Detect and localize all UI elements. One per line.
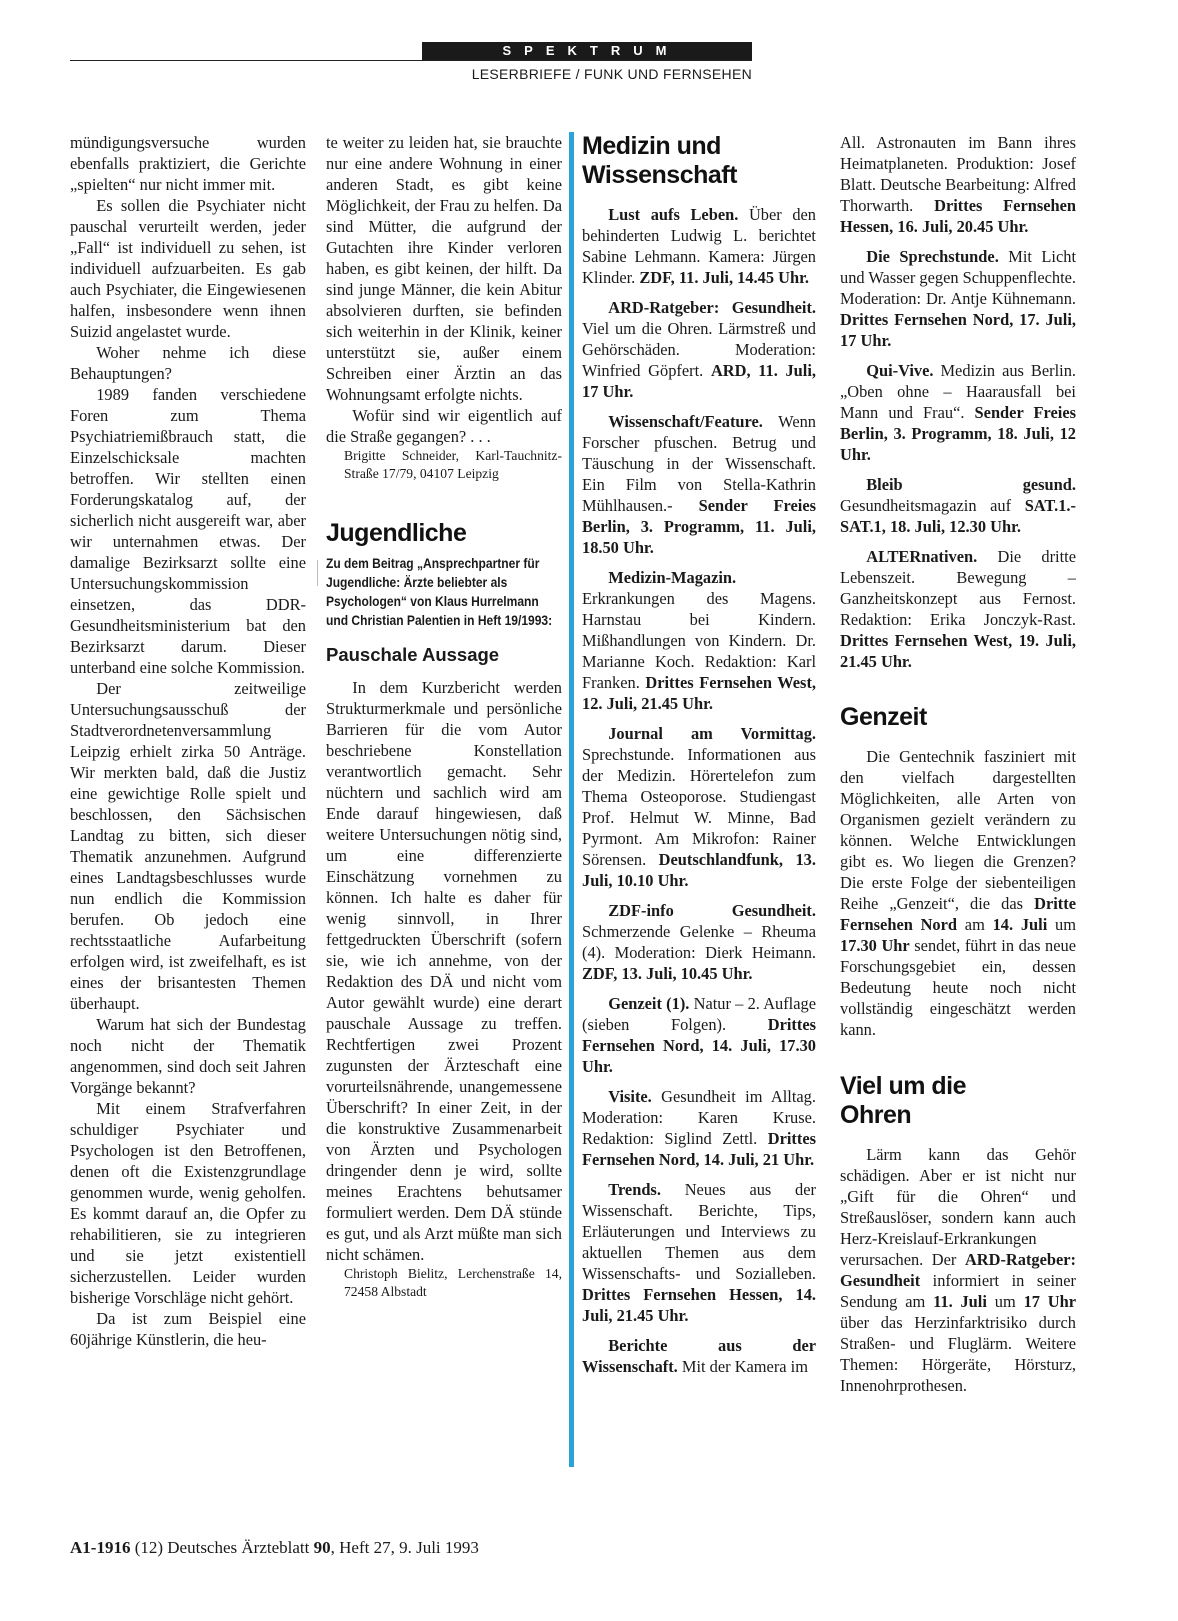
tv-listing-item xyxy=(840,132,1076,237)
listing-description: Gesundheitsmagazin auf xyxy=(840,496,1012,515)
listing-description: Schmerzende Gelenke – Rheuma (4). Moderation: Dierk Heimann. xyxy=(582,922,816,962)
text: am xyxy=(964,915,985,934)
paragraph: Woher nehme ich diese Behauptungen? xyxy=(70,343,306,383)
listing-text xyxy=(582,1086,816,1170)
tv-listing-item xyxy=(582,1086,816,1170)
letter-intro: Zu dem Beitrag „Ansprechpartner für Jugendliche: Ärzte beliebter als Psychologen“ von Klaus Hurrelmann und Christian Palentien in Heft 19/1993: xyxy=(326,555,553,628)
issue-info: , Heft 27, 9. Juli 1993 xyxy=(330,1538,479,1557)
letter-subheading: Pauschale Aussage xyxy=(326,644,500,665)
text: um xyxy=(1055,915,1076,934)
tv-listings xyxy=(582,204,816,1377)
column-4 xyxy=(840,132,1076,1396)
tv-listing-item xyxy=(582,900,816,984)
tv-listing-item xyxy=(840,474,1076,537)
listing-broadcast-time: ZDF, 13. Juli, 10.45 Uhr. xyxy=(582,964,753,983)
listing-description: Viel um die Ohren. Lärmstreß und Gehörschäden. Moderation: Winfried Göpfert. xyxy=(582,319,816,380)
accent-bar xyxy=(569,132,574,1467)
listing-description: Sprechstunde. Informationen aus der Medizin. Hörertelefon zum Thema Osteoporose. Studiengast Prof. Helmut W. Minne, Bad Pyrmont. Am Mikrofon: Rainer Sörensen. xyxy=(582,745,816,869)
paragraph: Es sollen die Psychiater nicht pauschal verurteilt werden, jeder „Fall“ ist individuell zu sehen, ist individuell aufzuarbeiten. Es gab auch Psychiater, die Eingewiesenen halfen, insbesondere wenn ihnen Suizid angelastet wurde. xyxy=(70,196,306,341)
text: Die Gentechnik fasziniert mit den vielfach dargestellten Möglichkeiten, alle Arten von Organismen gezielt verändern zu können. Welche Entwicklungen gibt es. Wo liegen die Grenzen? Die erste Folge der siebenteiligen Reihe „Genzeit“, die das xyxy=(840,747,1076,913)
listing-broadcast-time: Deutschlandfunk, 13. Juli, 10.10 Uhr. xyxy=(582,850,816,890)
tv-listing-item xyxy=(582,1335,816,1377)
header-rule xyxy=(70,60,752,61)
listing-title: Trends. xyxy=(608,1180,661,1199)
section-heading-jugendliche: Jugendliche xyxy=(326,519,467,547)
listing-text xyxy=(840,132,1076,237)
text: 11. Juli xyxy=(933,1292,987,1311)
page-number: A1-1916 xyxy=(70,1538,131,1557)
text: sendet, führt in das neue Forschungsgebiet ein, dessen Bedeutung heute noch nicht vollständig eingeschätzt werden kann. xyxy=(840,936,1076,1039)
text: 17.30 Uhr xyxy=(840,936,910,955)
listing-title: Journal am Vormittag. xyxy=(608,724,816,743)
listing-description: Gesundheit im Alltag. Moderation: Karen Kruse. Redaktion: Siglind Zettl. xyxy=(582,1087,816,1148)
listing-description: Die dritte Lebenszeit. Bewegung – Ganzheitskonzept aus Fernost. Redaktion: Erika Jonczyk-Rast. xyxy=(840,547,1076,629)
listing-description: Wenn Forscher pfuschen. Betrug und Täuschung in der Wissenschaft. Ein Film von Stella-Kathrin Mühlhausen.- xyxy=(582,412,816,515)
listing-text xyxy=(840,546,1076,672)
listing-title: Visite. xyxy=(608,1087,652,1106)
listing-description: Mit Licht und Wasser gegen Schuppenflechte. Moderation: Dr. Antje Kühnemann. xyxy=(840,247,1076,308)
journal-name: (12) Deutsches Ärzteblatt xyxy=(134,1538,310,1557)
listing-broadcast-time: Drittes Fernsehen Nord, 14. Juli, 17.30 Uhr. xyxy=(582,1015,816,1076)
paragraph: Der zeitweilige Untersuchungsausschuß der Stadtverordnetenversammlung Leipzig erhielt zirka 50 Anträge. Wir merkten bald, daß die Justiz eine gewichtige Rolle spielt und beschlossen, den Sächsischen Landtag zu bitten, sich dieser Thematik anzunehmen. Aufgrund eines Landtagsbeschlusses wurde nun endlich die Kommission berufen. Ob jedoch eine rechtsstaatliche Aufarbeitung erfolgen wird, ist zweifelhaft, es ist eines der brisantesten Themen überhaupt. xyxy=(70,679,306,1013)
listing-broadcast-time: ARD, 11. Juli, 17 Uhr. xyxy=(582,361,816,401)
listing-broadcast-time: Drittes Fernsehen Hessen, 16. Juli, 20.45 Uhr. xyxy=(840,196,1076,236)
listing-text xyxy=(582,411,816,558)
paragraph: Wofür sind wir eigentlich auf die Straße gegangen? . . . xyxy=(326,406,562,446)
page-footer xyxy=(70,1538,479,1558)
listing-title: Berichte aus der Wissenschaft. xyxy=(582,1336,816,1376)
tv-listing-item xyxy=(840,360,1076,465)
listing-description: Mit der Kamera im xyxy=(681,1357,808,1376)
listing-broadcast-time: ZDF, 11. Juli, 14.45 Uhr. xyxy=(639,268,809,287)
listing-text xyxy=(840,474,1076,537)
listing-text xyxy=(582,723,816,891)
listing-broadcast-time: Drittes Fernsehen West, 12. Juli, 21.45 Uhr. xyxy=(582,673,816,713)
listing-description: Erkrankungen des Magens. Harnstau bei Kindern. Mißhandlungen von Kindern. Dr. Marianne Koch. Redaktion: Karl Franken. xyxy=(582,589,816,692)
paragraph: Warum hat sich der Bundestag noch nicht der Thematik angenommen, sind doch seit Jahren Vorgänge bekannt? xyxy=(70,1015,306,1097)
listing-broadcast-time: Sender Freies Berlin, 3. Programm, 18. Juli, 12 Uhr. xyxy=(840,403,1076,464)
listing-broadcast-time: SAT.1.- SAT.1, 18. Juli, 12.30 Uhr. xyxy=(840,496,1076,536)
paragraph: In dem Kurzbericht werden Strukturmerkmale und persönliche Barrieren für die vom Autor beschriebene Konstellation verantwortlich gemacht. Sehr nüchtern und sachlich wird am Ende darauf hingewiesen, daß weitere Untersuchungen nötig sind, um eine differenzierte Einschätzung vornehmen zu können. Ich halte es daher für wenig sinnvoll, in Ihrer fettgedruckten Überschrift (sofern sie, wie ich annehme, von der Redaktion des DÄ und nicht vom Autor gewählt wurde) eine derart pauschale Aussage zu treffen. Rechtfertigen zwei Prozent zugunsten der Ärzteschaft eine vorurteilsnährende, unangemessene Überschrift? In einer Zeit, in der die konstruktive Zusammenarbeit von Ärzten und Psychologen dringender denn je wird, sollte meines Erachtens behutsamer formuliert werden. Dem DÄ stünde es gut, und als Arzt müßte man sich nicht schämen. xyxy=(326,678,562,1264)
listing-text xyxy=(582,1335,816,1377)
listing-text xyxy=(582,900,816,984)
tv-listing-item xyxy=(840,246,1076,351)
listing-description: Natur – 2. Auflage (sieben Folgen). xyxy=(582,994,816,1034)
listing-description: All. Astronauten im Bann ihres Heimatplaneten. Produktion: Josef Blatt. Deutsche Bearbeitung: Alfred Thorwarth. xyxy=(840,133,1076,215)
paragraph: te weiter zu leiden hat, sie brauchte nur eine andere Wohnung in einer anderen Stadt, es gibt keine Möglichkeit, der Frau zu helfen. Da sind Mütter, die aufgrund der Gutachten ihre Kinder verloren haben, es gibt keinen, der hilft. Da sind junge Männer, die kein Abitur absolvieren durften, sie befinden sich weiterhin in der Klinik, keiner unterstützt sie, außer einem Schreiben einer Ärztin an das Wohnungsamt erfolgte nichts. xyxy=(326,133,562,404)
text: Lärm kann das Gehör schädigen. Aber er ist nicht nur „Gift für die Ohren“ und Streßauslöser, sondern kann auch Herz-Kreislauf-Erkrankungen verursachen. Der xyxy=(840,1145,1076,1269)
listing-title: Medizin-Magazin. xyxy=(608,568,737,587)
tv-listing-item xyxy=(582,567,816,714)
listing-title: Die Sprechstunde. xyxy=(866,247,999,266)
listing-text xyxy=(582,1179,816,1326)
paragraph: mündigungsversuche wurden ebenfalls praktiziert, die Gerichte „spielten“ nur nicht immer mit. xyxy=(70,133,306,194)
tv-listing-item xyxy=(582,411,816,558)
listing-description: Über den behinderten Ludwig L. berichtet Sabine Lehmann. Kamera: Jürgen Klinder. xyxy=(582,205,817,287)
paragraph: Mit einem Strafverfahren schuldiger Psychiater und Psychologen ist den Betroffenen, denen oft die Existenzgrundlage genommen wurde, wenig geholfen. Es kommt darauf an, die Opfer zu rehabilitieren, sie zu integrieren und sie jetzt existentiell sicherzustellen. Leider wurden bisherige Vorschläge nicht gehört. xyxy=(70,1099,306,1307)
listing-description: Neues aus der Wissenschaft. Berichte, Tips, Erläuterungen und Interviews zu aktuellen Themen aus dem Wissenschafts- und Sozialleben. xyxy=(582,1180,816,1283)
listing-title: Genzeit (1). xyxy=(608,994,690,1013)
paragraph xyxy=(840,746,1076,1040)
text: 14. Juli xyxy=(992,915,1048,934)
volume-number: 90 xyxy=(313,1538,331,1557)
listing-broadcast-time: Sender Freies Berlin, 3. Programm, 11. Juli, 18.50 Uhr. xyxy=(582,496,816,557)
column-3 xyxy=(582,132,816,1386)
listing-text xyxy=(840,246,1076,351)
listing-title: Lust aufs Leben. xyxy=(608,205,739,224)
paragraph: 1989 fanden verschiedene Foren zum Thema Psychiatriemißbrauch statt, die Einzelschicksale machten betroffen. Wir stellten einen Forderungskatalog auf, der sicherlich nicht ausgereift war, aber wir unternahmen etwas. Der damalige Bezirksarzt sollte eine Untersuchungskommission einsetzen, das DDR-Gesundheitsministerium bat den Bezirksarzt darum. Dieser unterband eine solche Kommission. xyxy=(70,385,306,677)
listing-title: Wissenschaft/Feature. xyxy=(608,412,763,431)
column-divider xyxy=(317,560,318,586)
tv-listing-item xyxy=(582,297,816,402)
section-heading-ohren: Viel um die Ohren xyxy=(840,1072,967,1129)
text: über das Herzinfarktrisiko durch Straßen- und Fluglärm. Weitere Themen: Hörgeräte, Hörsturz, Innenohrprothesen. xyxy=(840,1313,1076,1395)
column-2 xyxy=(326,132,562,1301)
listing-text xyxy=(582,567,816,714)
listing-title: ZDF-info Gesundheit. xyxy=(608,901,816,920)
listing-title: Qui-Vive. xyxy=(866,361,934,380)
subsection-title: LESERBRIEFE / FUNK UND FERNSEHEN xyxy=(471,66,752,82)
listing-title: ARD-Ratgeber: Gesundheit. xyxy=(608,298,816,317)
listing-description: Medizin aus Berlin. „Oben ohne – Haarausfall bei Mann und Frau“. xyxy=(840,361,1076,422)
tv-listings xyxy=(840,132,1076,672)
listing-broadcast-time: Drittes Fernsehen West, 19. Juli, 21.45 Uhr. xyxy=(840,631,1076,671)
tv-listing-item xyxy=(582,204,816,288)
tv-listing-item xyxy=(582,993,816,1077)
listing-title: Bleib gesund. xyxy=(866,475,1076,494)
tv-listing-item xyxy=(840,546,1076,672)
text: um xyxy=(994,1292,1016,1311)
section-heading-medizin: Medizin und Wissenschaft xyxy=(582,132,737,189)
text: Dritte Fernsehen Nord xyxy=(840,894,1076,934)
paragraph xyxy=(840,1144,1076,1396)
listing-broadcast-time: Drittes Fernsehen Hessen, 14. Juli, 21.45 Uhr. xyxy=(582,1285,816,1325)
listing-title: ALTERnativen. xyxy=(866,547,978,566)
tv-listing-item xyxy=(582,1179,816,1326)
paragraph: Da ist zum Beispiel eine 60jährige Künstlerin, die heu- xyxy=(70,1309,306,1349)
letter-signature: Christoph Bielitz, Lerchenstraße 14, 72458 Albstadt xyxy=(344,1266,562,1299)
text: informiert in seiner Sendung am xyxy=(840,1271,1076,1311)
column-1 xyxy=(70,132,306,1350)
listing-broadcast-time: Drittes Fernsehen Nord, 14. Juli, 21 Uhr. xyxy=(582,1129,816,1169)
text: ARD-Ratgeber: Gesundheit xyxy=(840,1250,1076,1290)
text: 17 Uhr xyxy=(1023,1292,1077,1311)
listing-text xyxy=(582,204,816,288)
listing-broadcast-time: Drittes Fernsehen Nord, 17. Juli, 17 Uhr. xyxy=(840,310,1076,350)
listing-text xyxy=(582,993,816,1077)
listing-text xyxy=(840,360,1076,465)
section-banner: SPEKTRUM xyxy=(422,42,752,60)
section-heading-genzeit: Genzeit xyxy=(840,703,927,731)
listing-text xyxy=(582,297,816,402)
letter-signature: Brigitte Schneider, Karl-Tauchnitz-Straße 17/79, 04107 Leipzig xyxy=(344,448,562,481)
tv-listing-item xyxy=(582,723,816,891)
